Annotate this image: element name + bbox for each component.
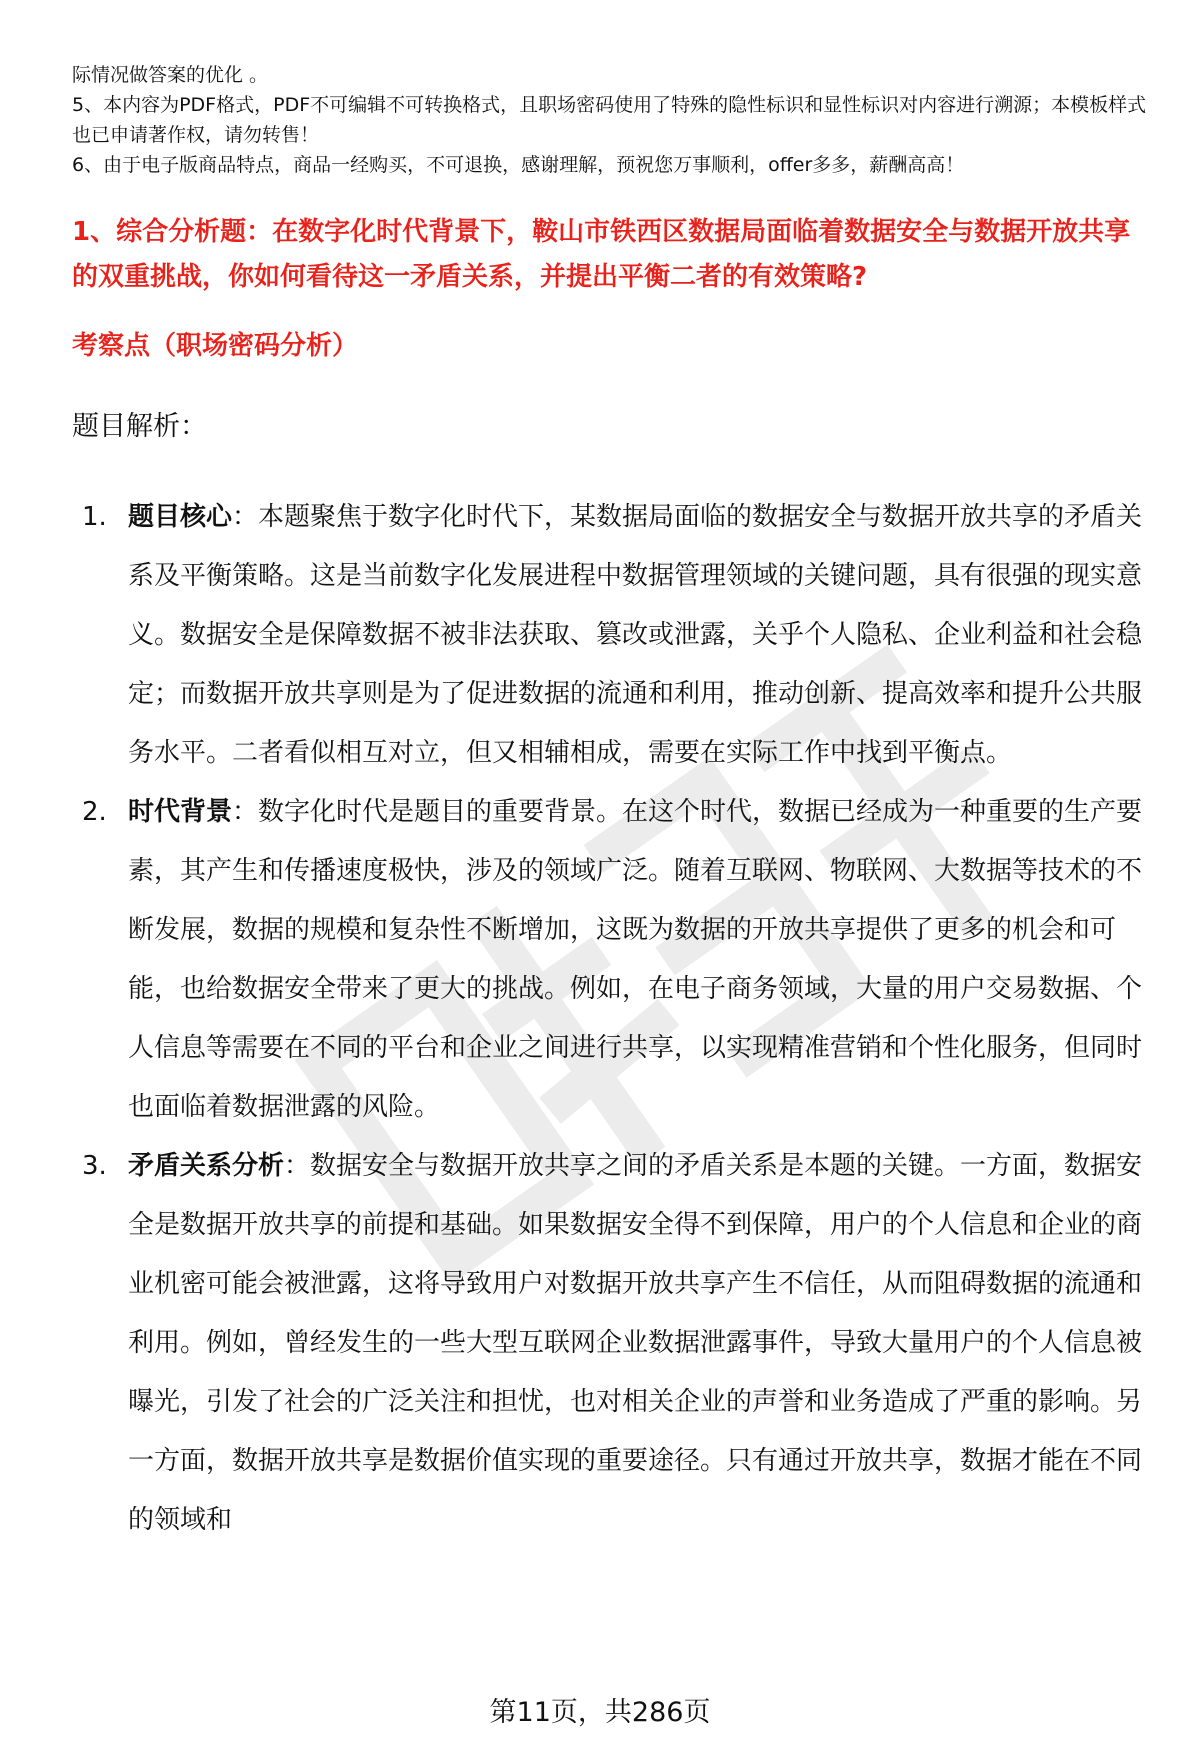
question-heading: 1、综合分析题：在数字化时代背景下，鞍山市铁西区数据局面临着数据安全与数据开放共享的双重挑战，你如何看待这一矛盾关系，并提出平衡二者的有效策略?: [72, 217, 1131, 292]
item-title: 题目核心: [128, 502, 233, 532]
note-line: 6、由于电子版商品特点，商品一经购买，不可退换，感谢理解，预祝您万事顺利，offer多多，薪酬高高！: [72, 154, 965, 176]
item-title: 矛盾关系分析: [128, 1151, 285, 1181]
item-text: ：本题聚焦于数字化时代下，某数据局面临的数据安全与数据开放共享的矛盾关系及平衡策略。这是当前数字化发展进程中数据管理领域的关键问题，具有很强的现实意义。数据安全是保障数据不被非法获取、篡改或泄露，关乎个人隐私、企业利益和社会稳定；而数据开放共享则是为了促进数据的流通和利用，推动创新、提高效率和提升公共服务水平。二者看似相互对立，但又相辅相成，需要在实际工作中找到平衡点。: [128, 502, 1143, 768]
item-number: 3.: [82, 1151, 107, 1181]
notes-section: [72, 60, 1152, 180]
item-title: 时代背景: [128, 797, 233, 827]
item-number: 2.: [82, 797, 107, 827]
item-number: 1.: [82, 502, 107, 532]
item-text: ：数据安全与数据开放共享之间的矛盾关系是本题的关键。一方面，数据安全是数据开放共享的前提和基础。如果数据安全得不到保障，用户的个人信息和企业的商业机密可能会被泄露，这将导致用户对数据开放共享产生不信任，从而阻碍数据的流通和利用。例如，曾经发生的一些大型互联网企业数据泄露事件，导致大量用户的个人信息被曝光，引发了社会的广泛关注和担忧，也对相关企业的声誉和业务造成了严重的影响。另一方面，数据开放共享是数据价值实现的重要途径。只有通过开放共享，数据才能在不同的领域和: [128, 1151, 1143, 1535]
analysis-list: [72, 488, 1148, 1550]
exam-point-heading: 考察点（职场密码分析）: [72, 331, 359, 361]
note-line: 5、本内容为PDF格式，PDF不可编辑不可转换格式，且职场密码使用了特殊的隐性标识和显性标识对内容进行溯源；本模板样式也已申请著作权，请勿转售！: [72, 94, 1147, 146]
analysis-heading: 题目解析：: [72, 411, 207, 442]
list-item: [72, 783, 1148, 1137]
note-line: 际情况做答案的优化 。: [72, 64, 269, 86]
item-text: ：数字化时代是题目的重要背景。在这个时代，数据已经成为一种重要的生产要素，其产生和传播速度极快，涉及的领域广泛。随着互联网、物联网、大数据等技术的不断发展，数据的规模和复杂性不断增加，这既为数据的开放共享提供了更多的机会和可能，也给数据安全带来了更大的挑战。例如，在电子商务领域，大量的用户交易数据、个人信息等需要在不同的平台和企业之间进行共享，以实现精准营销和个性化服务，但同时也面临着数据泄露的风险。: [128, 797, 1143, 1122]
list-item: [72, 1137, 1148, 1550]
page-number-footer: 第11页，共286页: [489, 1697, 711, 1728]
list-item: [72, 488, 1148, 783]
